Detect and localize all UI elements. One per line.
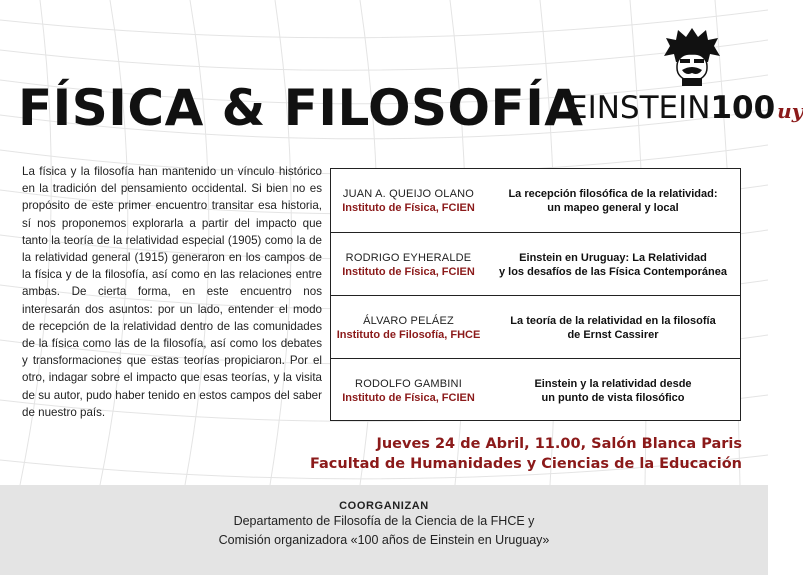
talk-title-line1: La teoría de la relatividad en la filosofía — [510, 314, 716, 327]
talk-title-line1: La recepción filosófica de la relatividad: — [508, 187, 718, 200]
logo-suffix: uy — [777, 99, 803, 123]
talk-title-line2: y los desafíos de las Física Contemporánea — [498, 265, 728, 278]
footer-org-line2: Comisión organizadora «100 años de Einstein en Uruguay» — [218, 533, 550, 547]
logo-wordmark — [568, 88, 803, 131]
footer — [0, 485, 768, 575]
logo-number: 100 — [710, 90, 776, 126]
speaker-name: JUAN A. QUEIJO OLANO — [342, 187, 475, 200]
speakers-table — [330, 168, 741, 421]
speaker-institute: Instituto de Física, FCIEN — [342, 201, 475, 214]
speaker-row — [331, 169, 740, 232]
talk-title-line2: un mapeo general y local — [547, 201, 679, 214]
page-title: FÍSICA & FILOSOFÍA — [18, 79, 584, 137]
talk-title-line2: de Ernst Cassirer — [567, 328, 659, 341]
einstein100-logo — [568, 28, 803, 138]
speaker-name: RODOLFO GAMBINI — [355, 377, 462, 390]
speaker-row — [331, 296, 740, 359]
speaker-name: ÁLVARO PELÁEZ — [363, 314, 454, 327]
speaker-row — [331, 359, 740, 422]
talk-title-line1: Einstein en Uruguay: La Relatividad — [519, 251, 707, 264]
footer-label: COORGANIZAN — [339, 500, 429, 512]
event-date: Jueves 24 de Abril, 11.00, Salón Blanca Paris — [376, 436, 742, 452]
intro-paragraph: La física y la filosofía han mantenido un vínculo histórico en la tradición del pensamiento occidental. Si bien no es propósito de este primer encuentro transitar esa historia, sí nos proponemos explorarla a partir del impacto que tanto la teoría de la relatividad especial (1905) como la de la relatividad general (1915) generaron en los campos de la física y de la filosofía, así como en las relaciones entre ambas. De cierta forma, en este encuentro nos interesarán dos asuntos: por un lado, entender el modo de recepción de la relatividad dentro de las comunidades de la física como las de la filosofía, así como los debates y transformaciones que estas teorías propiciaron. Por el otro, indagar sobre el impacto que esas teorías, y la visita de su autor, pudo haber tenido en estos campos del saber de nuestro país. — [22, 165, 322, 419]
speaker-institute: Instituto de Física, FCIEN — [342, 265, 475, 278]
speaker-row — [331, 233, 740, 296]
speaker-institute: Instituto de Filosofía, FHCE — [336, 328, 481, 341]
logo-word: EINSTEIN — [568, 90, 711, 126]
einstein-face-icon — [660, 28, 724, 88]
talk-title-line1: Einstein y la relatividad desde — [534, 377, 692, 390]
footer-org-line1: Departamento de Filosofía de la Ciencia de la FHCE y — [233, 514, 535, 528]
speaker-institute: Instituto de Física, FCIEN — [342, 391, 475, 404]
talk-title-line2: un punto de vista filosófico — [541, 391, 685, 404]
event-venue: Facultad de Humanidades y Ciencias de la Educación — [309, 456, 742, 472]
speaker-name: RODRIGO EYHERALDE — [345, 251, 472, 264]
